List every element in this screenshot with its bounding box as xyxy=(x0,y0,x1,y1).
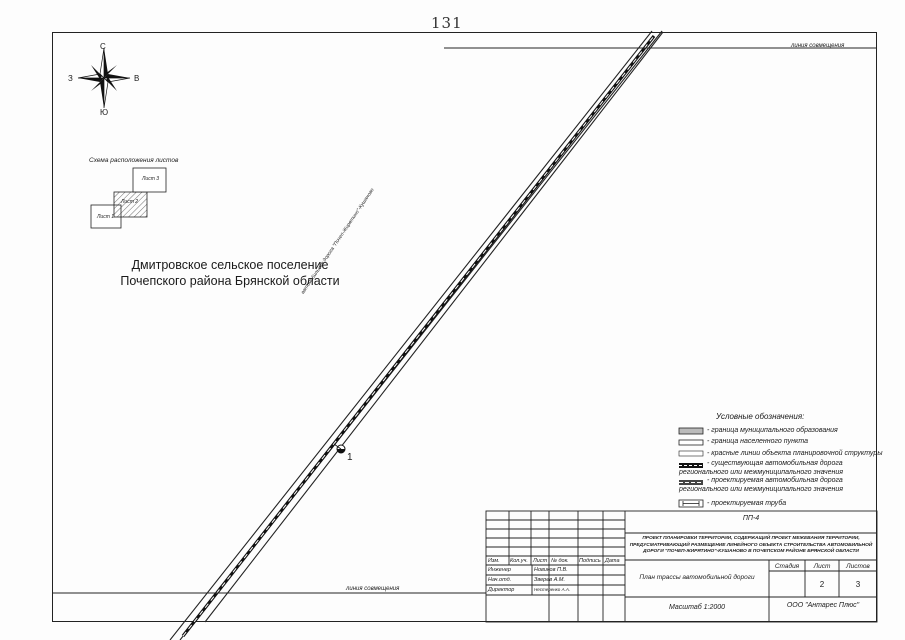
road-corridor xyxy=(170,31,663,640)
drawing-scale: Масштаб 1:2000 xyxy=(668,604,726,611)
drawing-title: План трассы автомобильной дороги xyxy=(639,574,755,581)
sheets-value: 3 xyxy=(855,580,861,589)
staff-name-2: Зверев А.М. xyxy=(534,577,566,583)
sheet-label: Лист xyxy=(813,563,831,570)
match-line-top-label: линия совмещения xyxy=(791,43,845,49)
marker-number: 1 xyxy=(347,452,353,463)
red-line-left xyxy=(170,31,652,640)
match-line-bottom-label: линия совмещения xyxy=(346,586,400,592)
sheet-value: 2 xyxy=(819,580,825,589)
compass-south-label: Ю xyxy=(100,108,109,117)
road-centerline-dash xyxy=(183,36,654,636)
scheme-sheet-3-label: Лист 3 xyxy=(142,176,160,182)
company-name: ООО "Антарес Плюс" xyxy=(786,602,860,609)
staff-name-3: Нестеренко А.А. xyxy=(534,587,571,592)
staff-role-1: Инженер xyxy=(488,567,511,573)
staff-role-3: Директор xyxy=(488,587,515,593)
scheme-sheet-2-label: Лист 2 xyxy=(121,199,139,205)
staff-name-1: Новиков П.В. xyxy=(534,567,568,573)
compass-rose-icon xyxy=(78,48,130,108)
legend-title: Условные обозначения: xyxy=(716,412,805,421)
drawing-code: ПП-4 xyxy=(742,515,760,522)
road-edge-right xyxy=(205,32,663,622)
header-signature: Подпись xyxy=(579,558,601,564)
settlement-line-2: Почепского района Брянской области xyxy=(120,274,340,288)
compass-north-label: С xyxy=(100,42,106,51)
sheets-label: Листов xyxy=(846,563,870,570)
compass-east-label: В xyxy=(134,74,140,83)
scheme-sheet-1-label: Лист 1 xyxy=(97,214,115,220)
staff-role-2: Нач.отд. xyxy=(488,577,512,583)
header-change: Изм. xyxy=(488,558,500,564)
header-doc: № док. xyxy=(551,558,569,564)
page-number: 131 xyxy=(431,14,463,32)
header-sheet: Лист xyxy=(533,558,548,564)
swatch-red-lines xyxy=(679,451,703,456)
header-count: Кол.уч. xyxy=(510,558,528,564)
road-label: автомобильная дорога "Почеп-Жирятино"-Кушаново xyxy=(300,187,376,296)
stage-label: Стадия xyxy=(774,563,800,570)
scheme-title: Схема расположения листов xyxy=(89,157,179,164)
swatch-municipal-boundary xyxy=(679,428,703,434)
marker-1 xyxy=(334,444,345,453)
project-title: ПРОЕКТ ПЛАНИРОВКИ ТЕРРИТОРИИ, СОДЕРЖАЩИЙ ПРОЕКТ МЕЖЕВАНИЯ ТЕРРИТОРИИ, ПРЕДУСМАТРИВАЮЩИЙ РАЗМЕЩЕНИЕ ЛИНЕЙНОГО ОБЪЕКТА СТРОИТЕЛЬСТВА АВТОМОБИЛЬНОЙ ДОРОГИ "ПОЧЕП-ЖИРЯТИНО"-КУШАНОВО В ПОЧЕПСКОМ РАЙОНЕ БРЯНСКОЙ ОБЛАСТИ xyxy=(629,536,873,554)
settlement-line-1: Дмитровское сельское поселение xyxy=(131,258,329,272)
compass-west-label: З xyxy=(68,74,73,83)
header-date: Дата xyxy=(605,558,620,564)
legend-swatches xyxy=(679,428,703,507)
swatch-settlement-boundary xyxy=(679,440,703,445)
